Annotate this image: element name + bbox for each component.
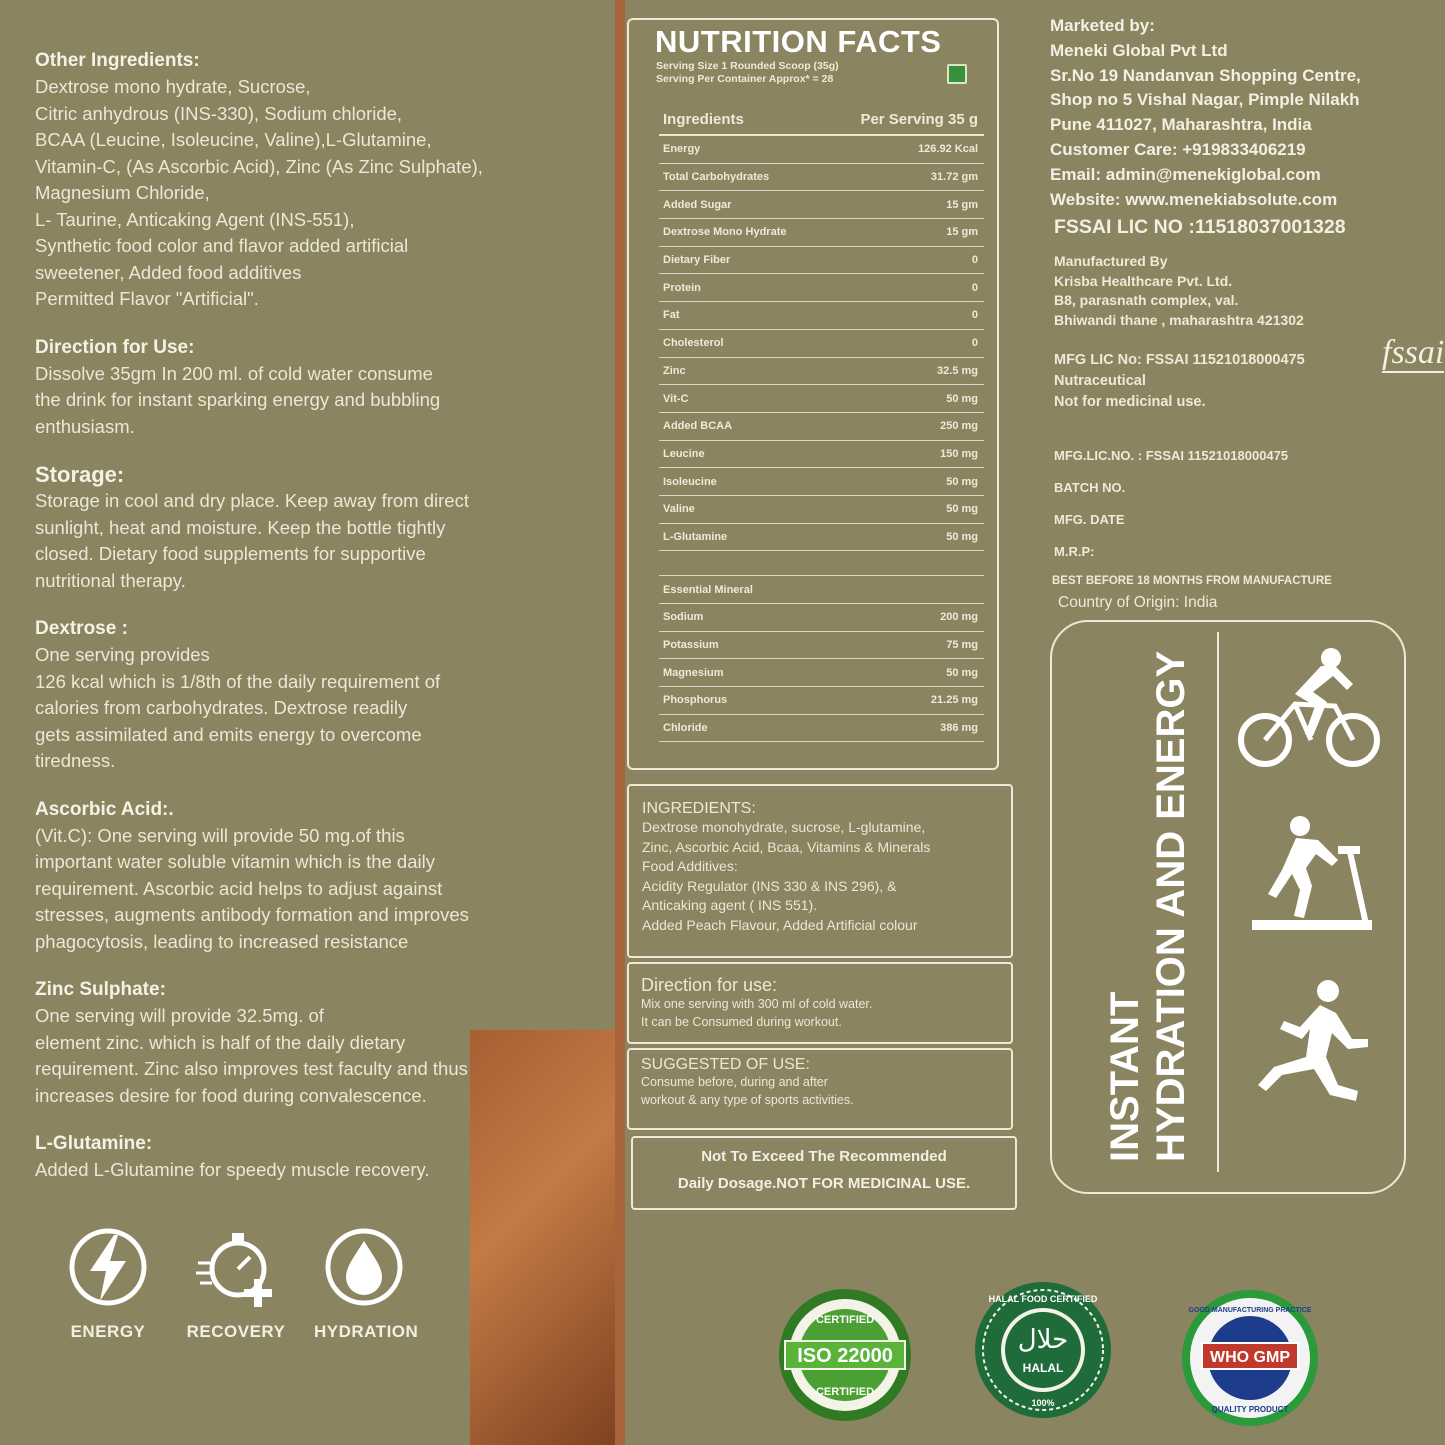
halal-arabic-glyph: حلال [1017, 1325, 1069, 1355]
nutrient-name: Added BCAA [663, 420, 733, 433]
other-ingredients-body: Dextrose mono hydrate, Sucrose, Citric anhydrous (INS-330), Sodium chloride, BCAA (Leucine, Isoleucine, Valine),L-Glutamine, Vitamin-C, (As Ascorbic Acid), Zinc (As Zinc Sulphate), Magnesium Chloride, L- Taurine, Anticaking Agent (INS-551), Synthetic food color and flavor added artificial sweetener, Added food additives Permitted Flavor "Artificial". [35, 76, 483, 309]
mineral-title: Essential Mineral [663, 583, 753, 596]
who-badge-top: GOOD MANUFACTURING PRACTICE [1188, 1307, 1312, 1314]
hydration-benefit [314, 1225, 419, 1342]
nutrient-row [659, 219, 984, 247]
storage-section [35, 462, 585, 594]
who-badge-bottom: QUALITY PRODUCT [1211, 1405, 1289, 1414]
direction-section [35, 335, 585, 441]
nutrient-name: Dextrose Mono Hydrate [663, 226, 787, 239]
iso-badge-text: ISO 22000 [797, 1345, 893, 1367]
nutrient-value: 0 [971, 337, 978, 350]
batch-info-block: MFG.LIC.NO. : FSSAI 11521018000475 BATCH NO. MFG. DATE M.R.P: [1054, 448, 1289, 559]
nutrient-value: 0 [971, 281, 978, 294]
zinc-body: One serving will provide 32.5mg. of element zinc. which is half of the daily dietary requirement. Zinc also improves test faculty and thus increases desire for food during convalescence. [35, 1005, 468, 1106]
mfg-license-block: MFG LIC No: FSSAI 11521018000475 Nutraceutical Not for medicinal use. [1054, 352, 1305, 410]
nutrient-row [659, 468, 984, 496]
fssai-logo: fssai [1382, 334, 1445, 371]
country-of-origin: Country of Origin: India [1058, 594, 1218, 611]
nutrient-value: 31.72 gm [930, 171, 978, 184]
hydration-label: HYDRATION [314, 1322, 419, 1341]
nutrient-name: Dietary Fiber [663, 254, 731, 267]
warning-line1: Not To Exceed The Recommended [701, 1148, 947, 1165]
left-content [35, 48, 585, 1206]
direction-body: Dissolve 35gm In 200 ml. of cold water consume the drink for instant sparking energy and bubbling enthusiasm. [35, 362, 441, 437]
ingredients-col-header: Ingredients [663, 110, 744, 128]
hydration-energy-panel [1050, 620, 1406, 1194]
nutrient-row [659, 136, 984, 164]
nutrient-row [659, 385, 984, 413]
direction-box [627, 962, 1013, 1044]
treadmill-runner-icon [1242, 812, 1392, 942]
nutrient-row [659, 274, 984, 302]
who-badge-text: WHO GMP [1210, 1349, 1290, 1366]
nutrient-row [659, 496, 984, 524]
mineral-value: 200 mg [940, 611, 978, 624]
halal-badge-text: HALAL [1022, 1361, 1064, 1375]
mineral-value: 386 mg [940, 722, 978, 735]
nutrient-name: Added Sugar [663, 198, 732, 211]
storage-title: Storage: [35, 462, 125, 487]
nutrient-name: Vit-C [663, 392, 689, 405]
nutrition-table [659, 104, 984, 742]
nutrition-facts-panel [627, 18, 999, 770]
ascorbic-title: Ascorbic Acid:. [35, 798, 174, 820]
nutrient-row [659, 247, 984, 275]
nutrient-value: 0 [971, 254, 978, 267]
ascorbic-body: (Vit.C): One serving will provide 50 mg.of this important water soluble vitamin which is the daily requirement. Ascorbic acid helps to adjust against stresses, augments antibody formation and improves phagocytosis, leading to increased resistance [35, 824, 469, 952]
vertical-headline [1102, 651, 1194, 1162]
fssai-license: FSSAI LIC NO :11518037001328 [1054, 216, 1346, 238]
glutamine-body: Added L-Glutamine for speedy muscle recovery. [35, 1159, 430, 1180]
direction-box-body: Mix one serving with 300 ml of cold water. It can be Consumed during workout. [641, 997, 873, 1029]
recovery-benefit [186, 1225, 286, 1342]
energy-benefit [58, 1225, 158, 1342]
nutrient-row [659, 191, 984, 219]
nutrient-value: 15 gm [946, 198, 978, 211]
nutrition-title: NUTRITION FACTS [655, 24, 942, 59]
recovery-label: RECOVERY [186, 1322, 286, 1341]
right-panel [1030, 0, 1445, 1445]
other-ingredients-section [35, 48, 585, 313]
marketed-by-block: Marketed by: Meneki Global Pvt Ltd Sr.No 19 Nandanvan Shopping Centre, Shop no 5 Vishal Nagar, Pimple Nilakh Pune 411027, Maharashtra, India Customer Care: +919833406219 Email: admin@menekiglobal.com Website: www.menekiabsolute.com [1050, 16, 1361, 209]
dextrose-body: One serving provides 126 kcal which is 1/8th of the daily requirement of calories from carbohydrates. Dextrose readily gets assimilated and emits energy to overcome tiredness. [35, 644, 441, 771]
energy-label: ENERGY [70, 1322, 146, 1341]
blank-row [659, 551, 984, 576]
warning-box [631, 1136, 1017, 1210]
direction-title: Direction for Use: [35, 336, 195, 358]
iso-badge-top: CERTIFIED [815, 1314, 875, 1326]
nutrient-name: Zinc [663, 364, 686, 377]
nutrient-name: Protein [663, 281, 701, 294]
panel-divider [1217, 632, 1219, 1172]
halal-badge-bottom: 100% [1031, 1398, 1055, 1408]
mineral-row [659, 632, 984, 660]
nutrition-header-row [659, 104, 984, 136]
ingredients-box [627, 784, 1013, 958]
benefit-icons [58, 1225, 419, 1342]
veg-mark-icon [947, 64, 967, 84]
stopwatch-plus-icon [194, 1225, 278, 1309]
mineral-name: Chloride [663, 722, 708, 735]
nutrient-name: L-Glutamine [663, 530, 728, 543]
nutrient-value: 50 mg [946, 503, 978, 516]
ingredients-box-title: INGREDIENTS: [642, 800, 756, 817]
mineral-name: Sodium [663, 611, 704, 624]
dextrose-section [35, 616, 585, 775]
nutrient-name: Total Carbohydrates [663, 171, 770, 184]
nutrient-value: 50 mg [946, 392, 978, 405]
zinc-section [35, 977, 585, 1109]
runner-icon [1244, 977, 1394, 1107]
ascorbic-section [35, 797, 585, 956]
nutrient-value: 0 [971, 309, 978, 322]
mineral-name: Magnesium [663, 666, 724, 679]
iso-badge-icon [775, 1285, 915, 1425]
cyclist-icon [1235, 644, 1385, 774]
nutrient-value: 126.92 Kcal [918, 143, 978, 156]
best-before: BEST BEFORE 18 MONTHS FROM MANUFACTURE [1052, 575, 1332, 587]
serving-size: Serving Size 1 Rounded Scoop (35g) [656, 60, 839, 72]
nutrient-row [659, 524, 984, 552]
warning-line2: Daily Dosage.NOT FOR MEDICINAL USE. [677, 1175, 971, 1192]
nutrient-row [659, 302, 984, 330]
iso-badge-bottom: CERTIFIED [815, 1386, 875, 1398]
servings-per-container: Serving Per Container Approx* = 28 [656, 73, 834, 85]
per-serving-col-header: Per Serving 35 g [860, 110, 978, 128]
nutrient-name: Valine [663, 503, 695, 516]
nutrient-name: Isoleucine [663, 475, 717, 488]
nutrient-row [659, 413, 984, 441]
manufactured-by-block: Manufactured By Krisba Healthcare Pvt. Ltd. B8, parasnath complex, val. Bhiwandi thane , maharashtra 421302 [1054, 253, 1304, 328]
left-panel [0, 0, 620, 1445]
mineral-value: 75 mg [946, 639, 978, 652]
ingredients-box-body: Dextrose monohydrate, sucrose, L-glutamine, Zinc, Ascorbic Acid, Bcaa, Vitamins & Minerals Food Additives: Acidity Regulator (INS 330 & INS 296), & Anticaking agent ( INS 551). Added Peach Flavour, Added Artificial colour [642, 819, 931, 933]
mineral-value: 50 mg [946, 666, 978, 679]
mineral-header-row [659, 576, 984, 604]
mineral-name: Phosphorus [663, 694, 728, 707]
nutrient-row [659, 330, 984, 358]
lightning-icon [66, 1225, 150, 1309]
serving-info [656, 60, 839, 86]
nutrient-row [659, 358, 984, 386]
storage-body: Storage in cool and dry place. Keep away from direct sunlight, heat and moisture. Keep the bottle tightly closed. Dietary food supplements for supportive nutritional therapy. [35, 490, 469, 591]
suggested-box [627, 1048, 1013, 1130]
other-ingredients-title: Other Ingredients: [35, 50, 200, 71]
suggested-box-body: Consume before, during and after workout & any type of sports activities. [641, 1075, 854, 1107]
mineral-name: Potassium [663, 639, 719, 652]
headline-line1: INSTANT [1103, 991, 1147, 1162]
nutrient-value: 50 mg [946, 530, 978, 543]
mineral-row [659, 715, 984, 743]
nutrient-name: Energy [663, 143, 701, 156]
nutrient-value: 32.5 mg [937, 364, 978, 377]
middle-panel [625, 0, 1098, 1445]
mineral-row [659, 604, 984, 632]
nutrient-name: Leucine [663, 447, 705, 460]
suggested-box-title: SUGGESTED OF USE: [641, 1056, 810, 1073]
direction-box-title: Direction for use: [641, 975, 778, 995]
nutrient-row [659, 164, 984, 192]
water-drop-icon [322, 1225, 406, 1309]
glutamine-section [35, 1131, 585, 1184]
mineral-value: 21.25 mg [930, 694, 978, 707]
mineral-row [659, 687, 984, 715]
divider-band [615, 0, 625, 1445]
nutrient-value: 50 mg [946, 475, 978, 488]
glutamine-title: L-Glutamine: [35, 1133, 153, 1154]
nutrient-value: 250 mg [940, 420, 978, 433]
halal-badge-top: HALAL FOOD CERTIFIED [988, 1294, 1098, 1304]
headline-line2: HYDRATION AND ENERGY [1149, 650, 1193, 1162]
nutrient-value: 150 mg [940, 447, 978, 460]
dextrose-title: Dextrose : [35, 618, 128, 639]
nutrient-name: Fat [663, 309, 680, 322]
mineral-row [659, 659, 984, 687]
nutrient-row [659, 441, 984, 469]
nutrient-name: Cholesterol [663, 337, 724, 350]
zinc-title: Zinc Sulphate: [35, 979, 166, 1000]
nutrient-value: 15 gm [946, 226, 978, 239]
